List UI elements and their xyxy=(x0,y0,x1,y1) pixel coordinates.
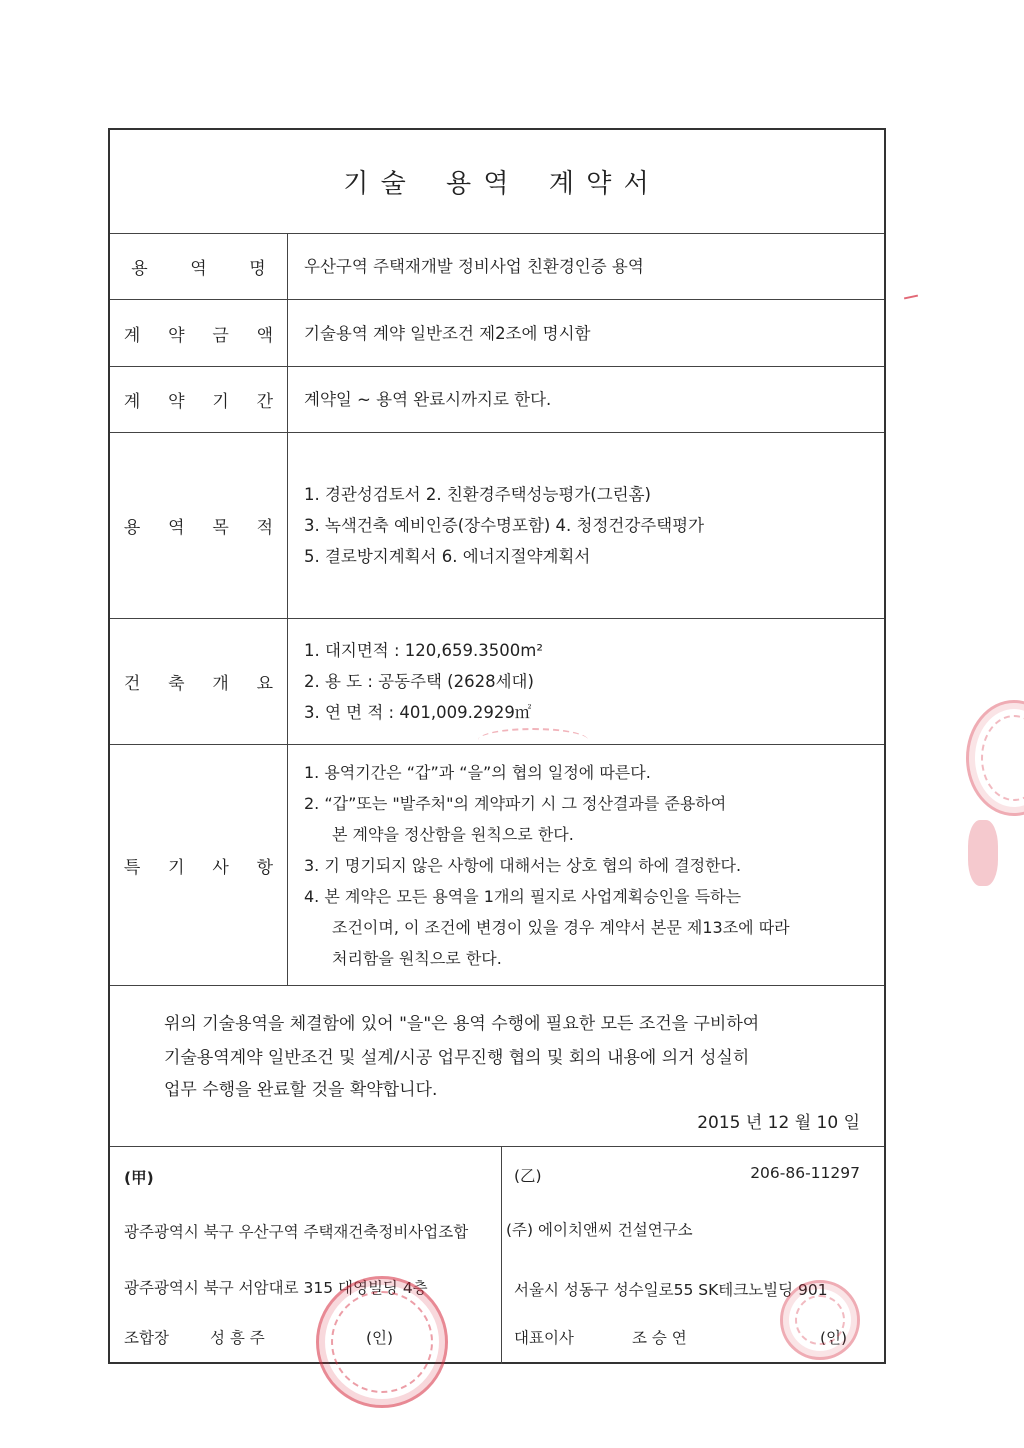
label-building: 건 축 개 요 xyxy=(110,619,288,744)
special-line: 2. “갑”또는 "발주처"의 계약파기 시 그 정산결과를 준용하여 xyxy=(304,793,727,813)
party-b-stamp xyxy=(780,1280,860,1360)
value-special xyxy=(288,745,884,985)
party-b-rep-title: 대표이사 xyxy=(514,1329,574,1347)
party-a-rep-title: 조합장 xyxy=(124,1329,169,1347)
party-a-stamp xyxy=(316,1276,448,1408)
value-purpose xyxy=(288,433,884,618)
pledge-line: 업무 수행을 완료할 것을 확약합니다. xyxy=(164,1080,438,1100)
value-service-name: 우산구역 주택재개발 정비사업 친환경인증 용역 xyxy=(304,257,644,276)
party-b-rep-name: 조 승 연 xyxy=(632,1329,687,1347)
party-b-address: 서울시 성동구 성수일로55 SK테크노빌딩 901 xyxy=(514,1281,828,1299)
party-a-tag: (甲) xyxy=(124,1169,154,1187)
building-line: 1. 대지면적 : 120,659.3500m² xyxy=(304,641,543,660)
row-purpose xyxy=(110,433,884,619)
label-service-name: 용 역 명 xyxy=(110,234,288,299)
margin-stamp-fragment xyxy=(968,820,998,886)
purpose-line: 3. 녹색건축 예비인증(장수명포함) 4. 청정건강주택평가 xyxy=(304,516,705,535)
purpose-line: 1. 경관성검토서 2. 친환경주택성능평가(그린홈) xyxy=(304,485,651,504)
building-line: 3. 연 면 적 : 401,009.2929㎡ xyxy=(304,703,532,722)
special-line: 본 계약을 정산함을 원칙으로 한다. xyxy=(332,824,574,844)
value-building xyxy=(288,619,884,744)
row-service-name xyxy=(110,234,884,300)
label-period: 계 약 기 간 xyxy=(110,367,288,432)
red-mark xyxy=(904,295,918,300)
party-b-name: (주) 에이치앤씨 건설연구소 xyxy=(506,1221,693,1239)
party-a-address: 광주광역시 북구 서암대로 315 대영빌딩 4층 xyxy=(124,1279,428,1297)
party-a-rep-name: 성 흥 주 xyxy=(210,1329,265,1347)
label-amount: 계 약 금 액 xyxy=(110,300,288,366)
party-b-tag: (乙) xyxy=(514,1167,542,1185)
title-row xyxy=(110,130,884,234)
party-b-seal-mark: (인) xyxy=(820,1329,848,1347)
special-line: 3. 기 명기되지 않은 사항에 대해서는 상호 협의 하에 결정한다. xyxy=(304,855,742,875)
label-special: 특 기 사 항 xyxy=(110,745,288,985)
row-amount xyxy=(110,300,884,367)
special-line: 처리함을 원칙으로 한다. xyxy=(332,948,502,968)
contract-date: 2015 년 12 월 10 일 xyxy=(697,1113,860,1133)
party-a-name: 광주광역시 북구 우산구역 주택재건축정비사업조합 xyxy=(124,1223,469,1241)
purpose-line: 5. 결로방지계획서 6. 에너지절약계획서 xyxy=(304,547,591,566)
row-period xyxy=(110,367,884,433)
row-building xyxy=(110,619,884,745)
document-title: 기 술 용 역 계 약 서 xyxy=(343,169,651,199)
row-special xyxy=(110,745,884,986)
pledge-line: 위의 기술용역을 체결함에 있어 "을"은 용역 수행에 필요한 모든 조건을 구비하여 xyxy=(164,1014,760,1034)
partial-stamp-arc xyxy=(478,728,588,752)
value-period: 계약일 ~ 용역 완료시까지로 한다. xyxy=(304,390,552,409)
party-b-reg-number: 206-86-11297 xyxy=(750,1164,860,1182)
special-line: 1. 용역기간은 “갑”과 “을”의 협의 일정에 따른다. xyxy=(304,762,651,782)
party-a-seal-mark: (인) xyxy=(366,1329,394,1347)
margin-stamp xyxy=(966,700,1024,816)
pledge-line: 기술용역계약 일반조건 및 설계/시공 업무진행 협의 및 회의 내용에 의거 성실히 xyxy=(164,1048,750,1068)
label-purpose: 용 역 목 적 xyxy=(110,433,288,618)
special-line: 조건이며, 이 조건에 변경이 있을 경우 계약서 본문 제13조에 따라 xyxy=(332,917,790,937)
special-line: 4. 본 계약은 모든 용역을 1개의 필지로 사업계획승인을 득하는 xyxy=(304,886,742,906)
value-amount: 기술용역 계약 일반조건 제2조에 명시함 xyxy=(304,323,591,343)
pledge-section xyxy=(110,986,884,1147)
building-line: 2. 용 도 : 공동주택 (2628세대) xyxy=(304,672,534,691)
